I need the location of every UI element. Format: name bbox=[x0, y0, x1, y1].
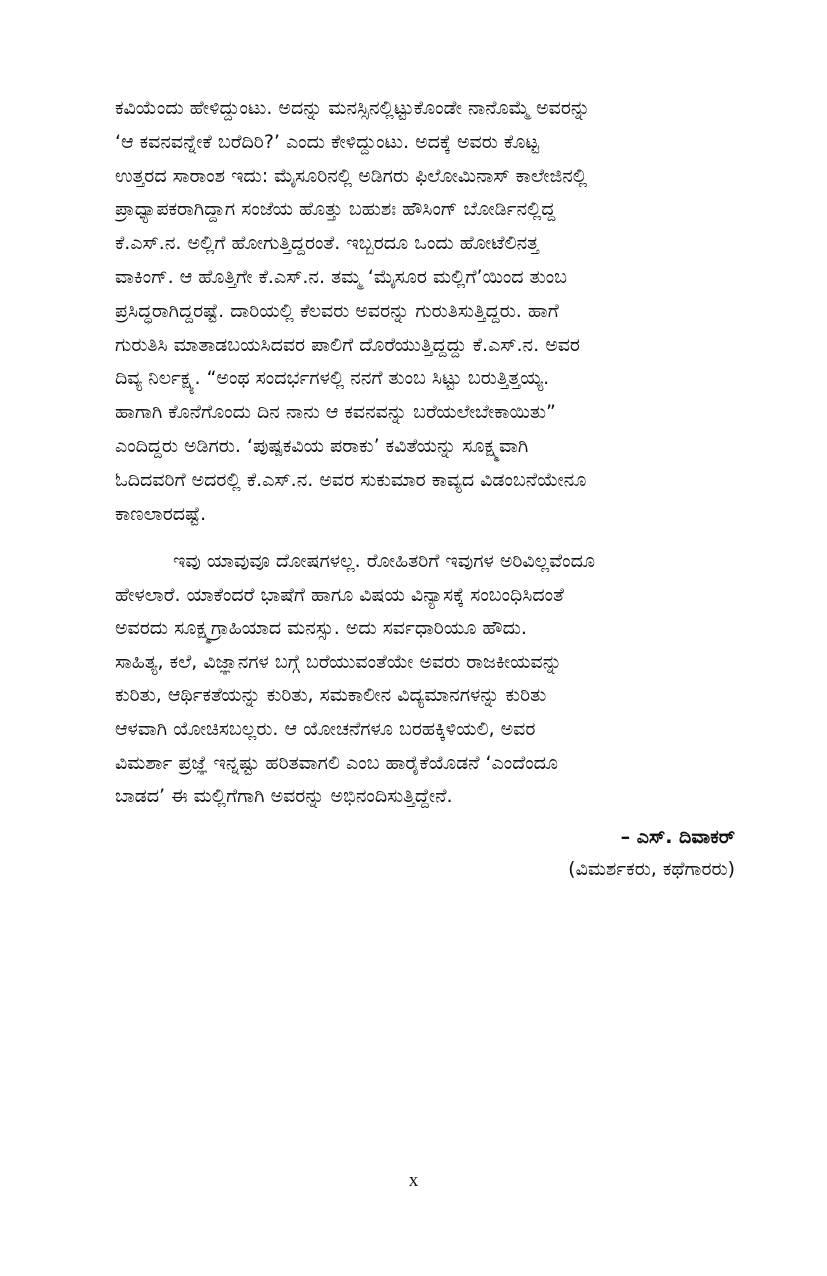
author-signature: – ಎಸ್. ದಿವಾಕರ್ bbox=[620, 826, 735, 848]
paragraph-line: ಕುರಿತು, ಆರ್ಥಿಕತೆಯನ್ನು ಕುರಿತು, ಸಮಕಾಲೀನ ವಿದ್ಯಮಾನಗಳನ್ನು ಕುರಿತು bbox=[115, 684, 547, 707]
page-number: x bbox=[408, 1170, 419, 1191]
paragraph-1 bbox=[115, 92, 735, 531]
paragraph-line: ಅವರದು ಸೂಕ್ಷ್ಮಗ್ರಾಹಿಯಾದ ಮನಸ್ಸು. ಅದು ಸರ್ವಧಾರಿಯೂ ಹೌದು. bbox=[115, 617, 527, 640]
paragraph-line: ಕಾಣಲಾರದಷ್ಟೆ. bbox=[115, 502, 207, 525]
paragraph-line: ಬಾಡದ’ ಈ ಮಲ್ಲಿಗೆಗಾಗಿ ಅವರನ್ನು ಅಭಿನಂದಿಸುತ್ತಿದ್ದೇನೆ. bbox=[115, 785, 453, 808]
paragraph-line: ಆಳವಾಗಿ ಯೋಚಿಸಬಲ್ಲರು. ಆ ಯೋಚನೆಗಳೂ ಬರಹಕ್ಕಿಳಿಯಲಿ, ಅವರ bbox=[115, 717, 536, 740]
paragraph-line: ‘ಆ ಕವನವನ್ನೇಕೆ ಬರೆದಿರಿ?’ ಎಂದು ಕೇಳಿದ್ದುಂಟು. ಅದಕ್ಕೆ ಅವರು ಕೊಟ್ಟ bbox=[115, 130, 540, 153]
paragraph-line: ಗುರುತಿಸಿ ಮಾತಾಡಬಯಸಿದವರ ಪಾಲಿಗೆ ದೊರೆಯುತ್ತಿದ್ದದ್ದು ಕೆ.ಎಸ್.ನ. ಅವರ bbox=[115, 333, 580, 356]
paragraph-line: ಕವಿಯೆಂದು ಹೇಳಿದ್ದುಂಟು. ಅದನ್ನು ಮನಸ್ಸಿನಲ್ಲಿಟ್ಟುಕೊಂಡೇ ನಾನೊಮ್ಮೆ ಅವರನ್ನು bbox=[115, 97, 591, 119]
paragraph-line: ಪ್ರಾಧ್ಯಾಪಕರಾಗಿದ್ದಾಗ ಸಂಜೆಯ ಹೊತ್ತು ಬಹುಶಃ ಹೌಸಿಂಗ್ ಬೋರ್ಡಿನಲ್ಲಿದ್ದ bbox=[115, 198, 556, 221]
paragraph-line: ಓದಿದವರಿಗೆ ಅದರಲ್ಲಿ ಕೆ.ಎಸ್.ನ. ಅವರ ಸುಕುಮಾರ ಕಾವ್ಯದ ವಿಡಂಬನೆಯೇನೂ bbox=[115, 468, 587, 491]
paragraph-line: ಇವು ಯಾವುವೂ ದೋಷಗಳಲ್ಲ. ರೋಹಿತರಿಗೆ ಇವುಗಳ ಅರಿವಿಲ್ಲವೆಂದೂ bbox=[173, 550, 595, 572]
author-role: (ವಿಮರ್ಶಕರು, ಕಥೆಗಾರರು) bbox=[568, 858, 735, 880]
paragraph-line: ಎಂದಿದ್ದರು ಅಡಿಗರು. ‘ಪುಷ್ಪಕವಿಯ ಪರಾಕು’ ಕವಿತೆಯನ್ನು ಸೂಕ್ಷ್ಮವಾಗಿ bbox=[115, 434, 529, 457]
paragraph-line: ಪ್ರಸಿದ್ಧರಾಗಿದ್ದರಷ್ಟೆ. ದಾರಿಯಲ್ಲಿ ಕೆಲವರು ಅವರನ್ನು ಗುರುತಿಸುತ್ತಿದ್ದರು. ಹಾಗೆ bbox=[115, 299, 559, 322]
paragraph-line: ಹಾಗಾಗಿ ಕೊನೆಗೊಂದು ದಿನ ನಾನು ಆ ಕವನವನ್ನು ಬರೆಯಲೇಬೇಕಾಯಿತು” bbox=[115, 401, 556, 424]
paragraph-line: ವಿಮರ್ಶಾ ಪ್ರಜ್ಞೆ ಇನ್ನಷ್ಟು ಹರಿತವಾಗಲಿ ಎಂಬ ಹಾರೈಕೆಯೊಡನೆ ‘ಎಂದೆಂದೂ bbox=[115, 751, 559, 774]
paragraph-line: ವಾಕಿಂಗ್. ಆ ಹೊತ್ತಿಗೇ ಕೆ.ಎಸ್.ನ. ತಮ್ಮ ‘ಮೈಸೂರ ಮಲ್ಲಿಗೆ’ಯಿಂದ ತುಂಬ bbox=[115, 265, 568, 288]
paragraph-line: ದಿವ್ಯ ನಿರ್ಲಕ್ಷ್ಯ. “ಅಂಥ ಸಂದರ್ಭಗಳಲ್ಲಿ ನನಗೆ ತುಂಬ ಸಿಟ್ಟು ಬರುತ್ತಿತ್ತಯ್ಯ. bbox=[115, 367, 550, 390]
paragraph-line: ಕೆ.ಎಸ್.ನ. ಅಲ್ಲಿಗೆ ಹೋಗುತ್ತಿದ್ದರಂತೆ. ಇಬ್ಬರದೂ ಒಂದು ಹೋಟೆಲಿನತ್ತ bbox=[115, 232, 539, 255]
paragraph-line: ಸಾಹಿತ್ಯ, ಕಲೆ, ವಿಜ್ಞಾನಗಳ ಬಗ್ಗೆ ಬರೆಯುವಂತೆಯೇ ಅವರು ರಾಜಕೀಯವನ್ನು bbox=[115, 650, 562, 673]
paragraph-2 bbox=[115, 545, 735, 814]
paragraph-line: ಉತ್ತರದ ಸಾರಾಂಶ ಇದು: ಮೈಸೂರಿನಲ್ಲಿ ಅಡಿಗರು ಫಿಲೋಮಿನಾಸ್ ಕಾಲೇಜಿನಲ್ಲಿ bbox=[115, 164, 588, 187]
paragraph-line: ಹೇಳಲಾರೆ. ಯಾಕೆಂದರೆ ಭಾಷೆಗೆ ಹಾಗೂ ವಿಷಯ ವಿನ್ಯಾಸಕ್ಕೆ ಸಂಬಂಧಿಸಿದಂತೆ bbox=[115, 583, 564, 606]
